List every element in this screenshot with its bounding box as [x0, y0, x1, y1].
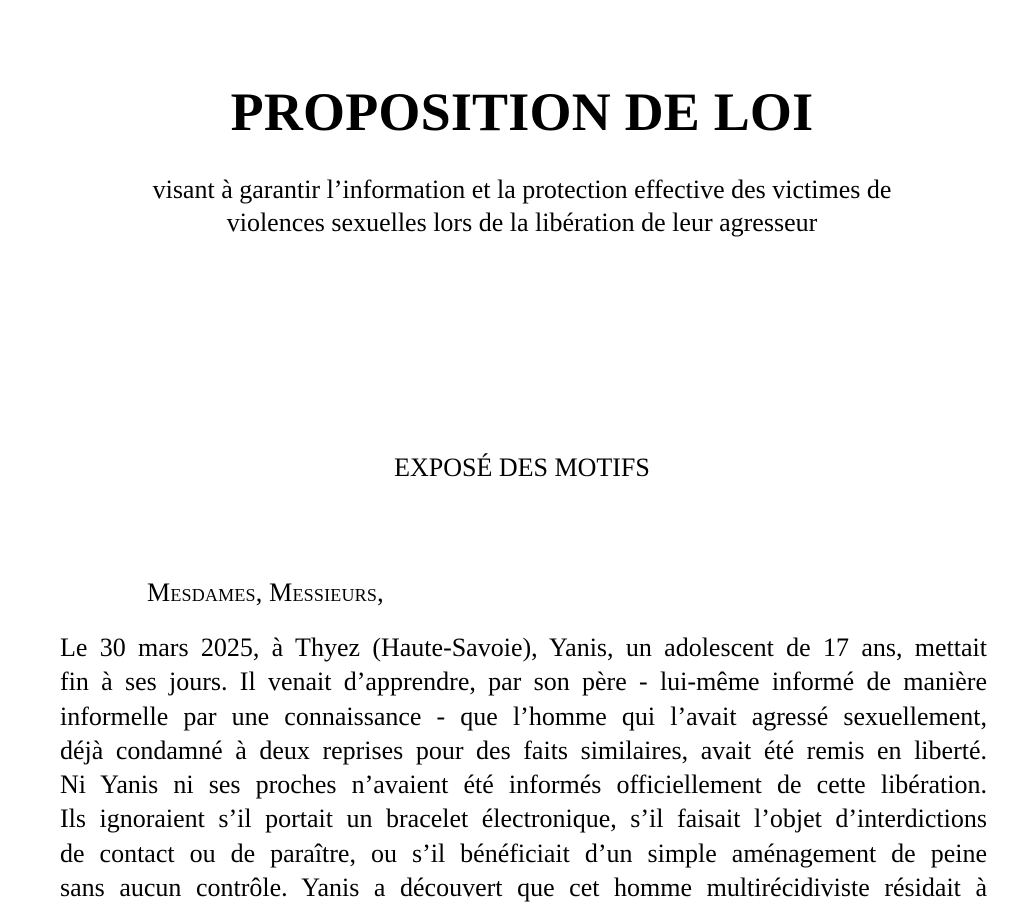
document-title: PROPOSITION DE LOI: [230, 82, 814, 142]
salutation: Mesdames, Messieurs,: [147, 578, 384, 607]
body-line: Le 30 mars 2025, à Thyez (Haute-Savoie), Yanis, un adolescent de 17 ans, mettait: [60, 633, 987, 662]
body-paragraph: [60, 631, 987, 905]
body-line: sans aucun contrôle. Yanis a découvert que cet homme multirécidiviste résidait à: [60, 873, 987, 903]
subtitle-line: violences sexuelles lors de la libération de leur agresseur: [226, 208, 818, 237]
document-subtitle: [0, 173, 1024, 239]
body-line: Ni Yanis ni ses proches n’avaient été informés officiellement de cette libération.: [60, 770, 987, 800]
body-line: Ils ignoraient s’il portait un bracelet électronique, s’il faisait l’objet d’interdictions: [60, 804, 987, 834]
section-heading: EXPOSÉ DES MOTIFS: [394, 453, 650, 482]
subtitle-line: visant à garantir l’information et la protection effective des victimes de: [152, 175, 892, 204]
body-line: informelle par une connaissance - que l’homme qui l’avait agressé sexuellement,: [60, 701, 987, 731]
body-line: fin à ses jours. Il venait d’apprendre, par son père - lui-même informé de manière: [60, 667, 987, 697]
body-line: déjà condamné à deux reprises pour des faits similaires, avait été remis en liberté.: [60, 735, 987, 765]
body-line: de contact ou de paraître, ou s’il bénéficiait d’un simple aménagement de peine: [60, 838, 987, 868]
